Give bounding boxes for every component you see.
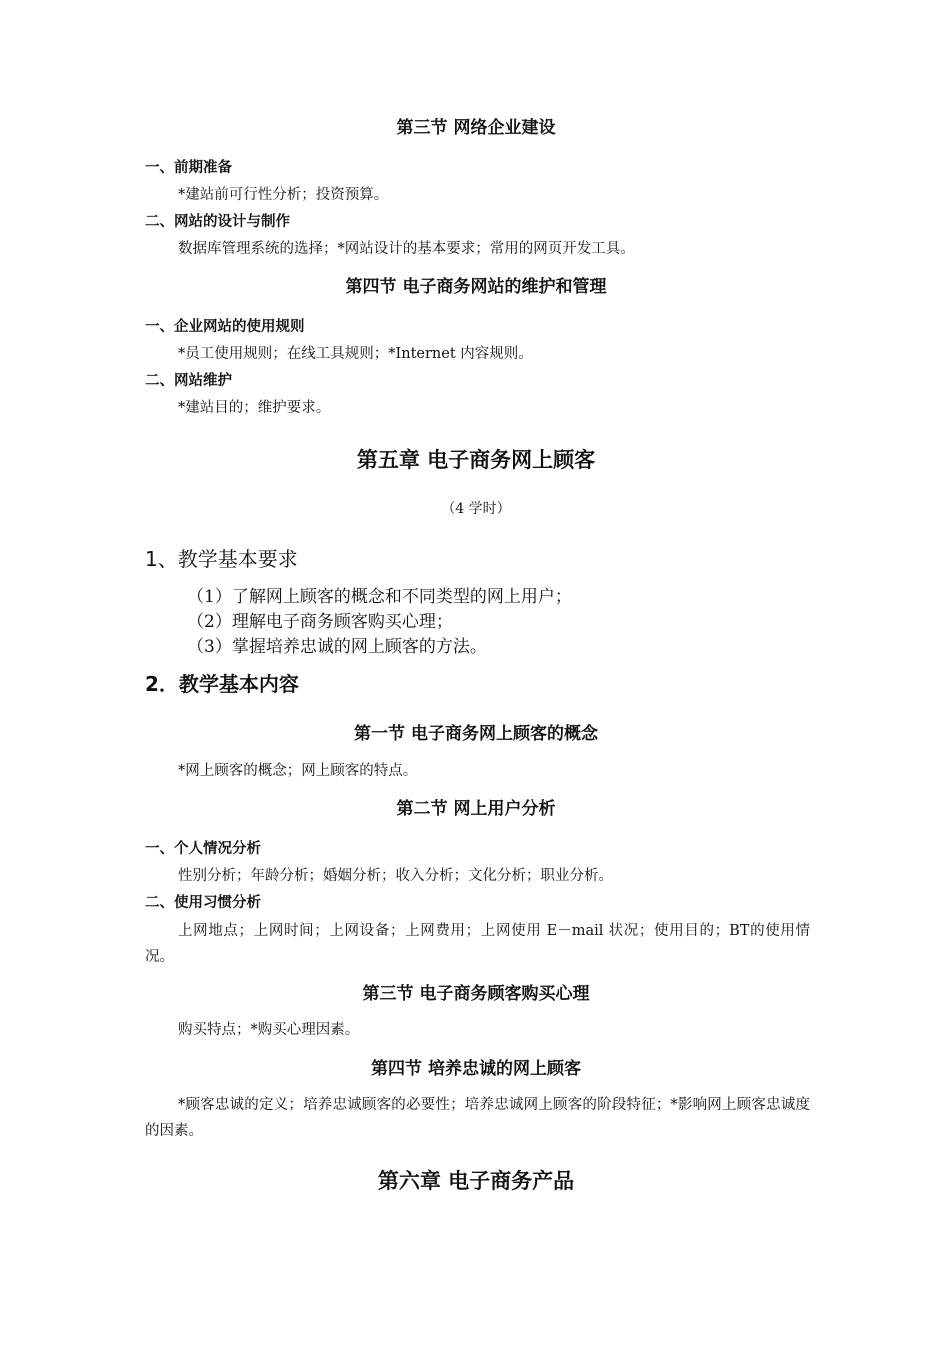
section-title-network-enterprise: 第三节 网络企业建设 bbox=[396, 118, 556, 138]
section-title-user-analysis: 第二节 网上用户分析 bbox=[396, 799, 556, 819]
body-customer-concept: *网上顾客的概念；网上顾客的特点。 bbox=[178, 763, 418, 779]
body-preparation: *建站前可行性分析；投资预算。 bbox=[178, 187, 389, 203]
body-purchase-psychology: 购买特点；*购买心理因素。 bbox=[178, 1022, 360, 1038]
subheading-maintenance: 二、网站维护 bbox=[145, 373, 232, 389]
subheading-site-design: 二、网站的设计与制作 bbox=[145, 214, 290, 230]
body-site-design: 数据库管理系统的选择；*网站设计的基本要求；常用的网页开发工具。 bbox=[178, 241, 635, 257]
body-usage-habits: 上网地点；上网时间；上网设备；上网费用；上网使用 E－mail 状况；使用目的；BT的使用情况。 bbox=[145, 923, 810, 965]
section-title-loyal-customers: 第四节 培养忠诚的网上顾客 bbox=[371, 1059, 581, 1079]
requirements-heading: 1、教学基本要求 bbox=[145, 547, 298, 571]
subheading-usage-rules: 一、企业网站的使用规则 bbox=[145, 319, 305, 335]
section-title-site-maintenance: 第四节 电子商务网站的维护和管理 bbox=[345, 277, 607, 297]
requirement-item-3: （3）掌握培养忠诚的网上顾客的方法。 bbox=[187, 637, 487, 657]
subheading-preparation: 一、前期准备 bbox=[145, 160, 232, 176]
body-loyal-customers: *顾客忠诚的定义；培养忠诚顾客的必要性；培养忠诚网上顾客的阶段特征；*影响网上顾客忠诚度的因素。 bbox=[145, 1097, 810, 1139]
chapter6-title: 第六章 电子商务产品 bbox=[377, 1169, 575, 1193]
requirement-item-1: （1）了解网上顾客的概念和不同类型的网上用户； bbox=[187, 587, 572, 607]
subheading-personal-analysis: 一、个人情况分析 bbox=[145, 841, 261, 857]
section-title-customer-concept: 第一节 电子商务网上顾客的概念 bbox=[354, 724, 598, 744]
body-usage-rules: *员工使用规则；在线工具规则；*Internet 内容规则。 bbox=[178, 346, 533, 362]
section-title-purchase-psychology: 第三节 电子商务顾客购买心理 bbox=[362, 984, 590, 1004]
subheading-usage-habits: 二、使用习惯分析 bbox=[145, 895, 261, 911]
body-maintenance: *建站目的；维护要求。 bbox=[178, 400, 331, 416]
content-heading: 2．教学基本内容 bbox=[145, 672, 299, 696]
body-personal-analysis: 性别分析；年龄分析；婚姻分析；收入分析；文化分析；职业分析。 bbox=[178, 868, 613, 884]
chapter5-title: 第五章 电子商务网上顾客 bbox=[356, 448, 596, 472]
requirement-item-2: （2）理解电子商务顾客购买心理； bbox=[187, 612, 453, 632]
chapter5-hours: （4 学时） bbox=[441, 501, 511, 517]
